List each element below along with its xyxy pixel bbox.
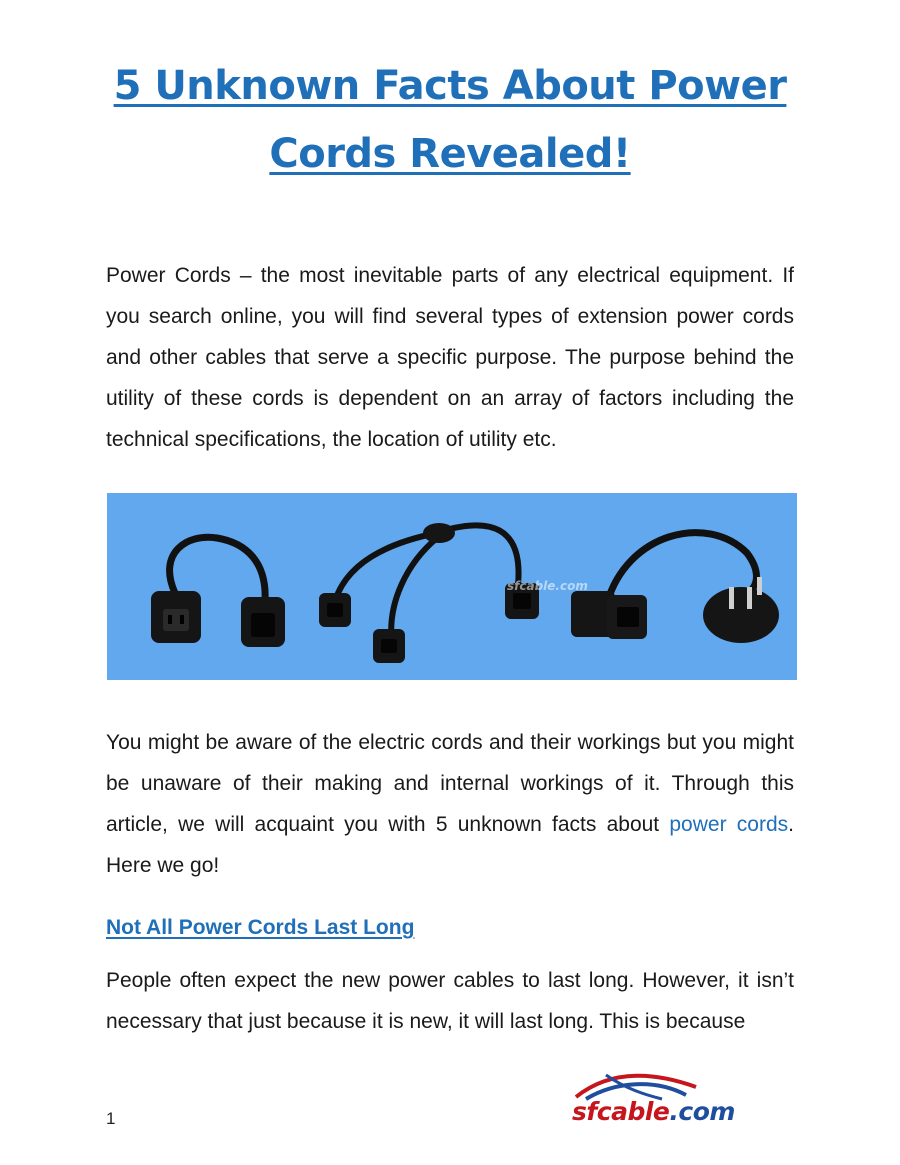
- second-paragraph-end: . Here we go!: [106, 813, 794, 877]
- logo-brand: sfcable: [572, 1097, 670, 1126]
- logo-tld: .com: [669, 1097, 735, 1126]
- second-paragraph-start: You might be aware of the electric cords and their workings but you might be unaware of their making and internal workings of it. Through this article, we will acquaint you with 5 unknown facts about: [106, 731, 794, 836]
- title-line-2: Cords Revealed!: [269, 131, 631, 177]
- power-cords-image: [107, 493, 797, 680]
- right-angle-plug-cord-graphic: [571, 533, 779, 643]
- title-line-1: 5 Unknown Facts About Power: [113, 63, 787, 109]
- section-heading[interactable]: Not All Power Cords Last Long: [106, 916, 415, 939]
- power-cords-illustration: [107, 493, 797, 680]
- power-cords-link[interactable]: power cords: [669, 813, 789, 836]
- image-watermark: sfcable.com: [507, 579, 588, 593]
- page-title: [0, 52, 900, 188]
- intro-paragraph: Power Cords – the most inevitable parts of any electrical equipment. If you search online, you will find several types of extension power cords and other cables that serve a specific purpose. The purpose behind the utility of these cords is dependent on an array of factors including the technical specifications, the location of utility etc.: [106, 264, 794, 451]
- section-paragraph: People often expect the new power cables to last long. However, it isn’t necessary that just because it is new, it will last long. This is because: [106, 969, 794, 1033]
- logo-text: [572, 1097, 735, 1126]
- y-splitter-cord-graphic: [319, 523, 539, 663]
- c14-c13-cord-graphic: [151, 537, 285, 647]
- second-paragraph: [106, 722, 794, 886]
- sfcable-logo: [566, 1069, 740, 1131]
- page-number: 1: [106, 1109, 116, 1128]
